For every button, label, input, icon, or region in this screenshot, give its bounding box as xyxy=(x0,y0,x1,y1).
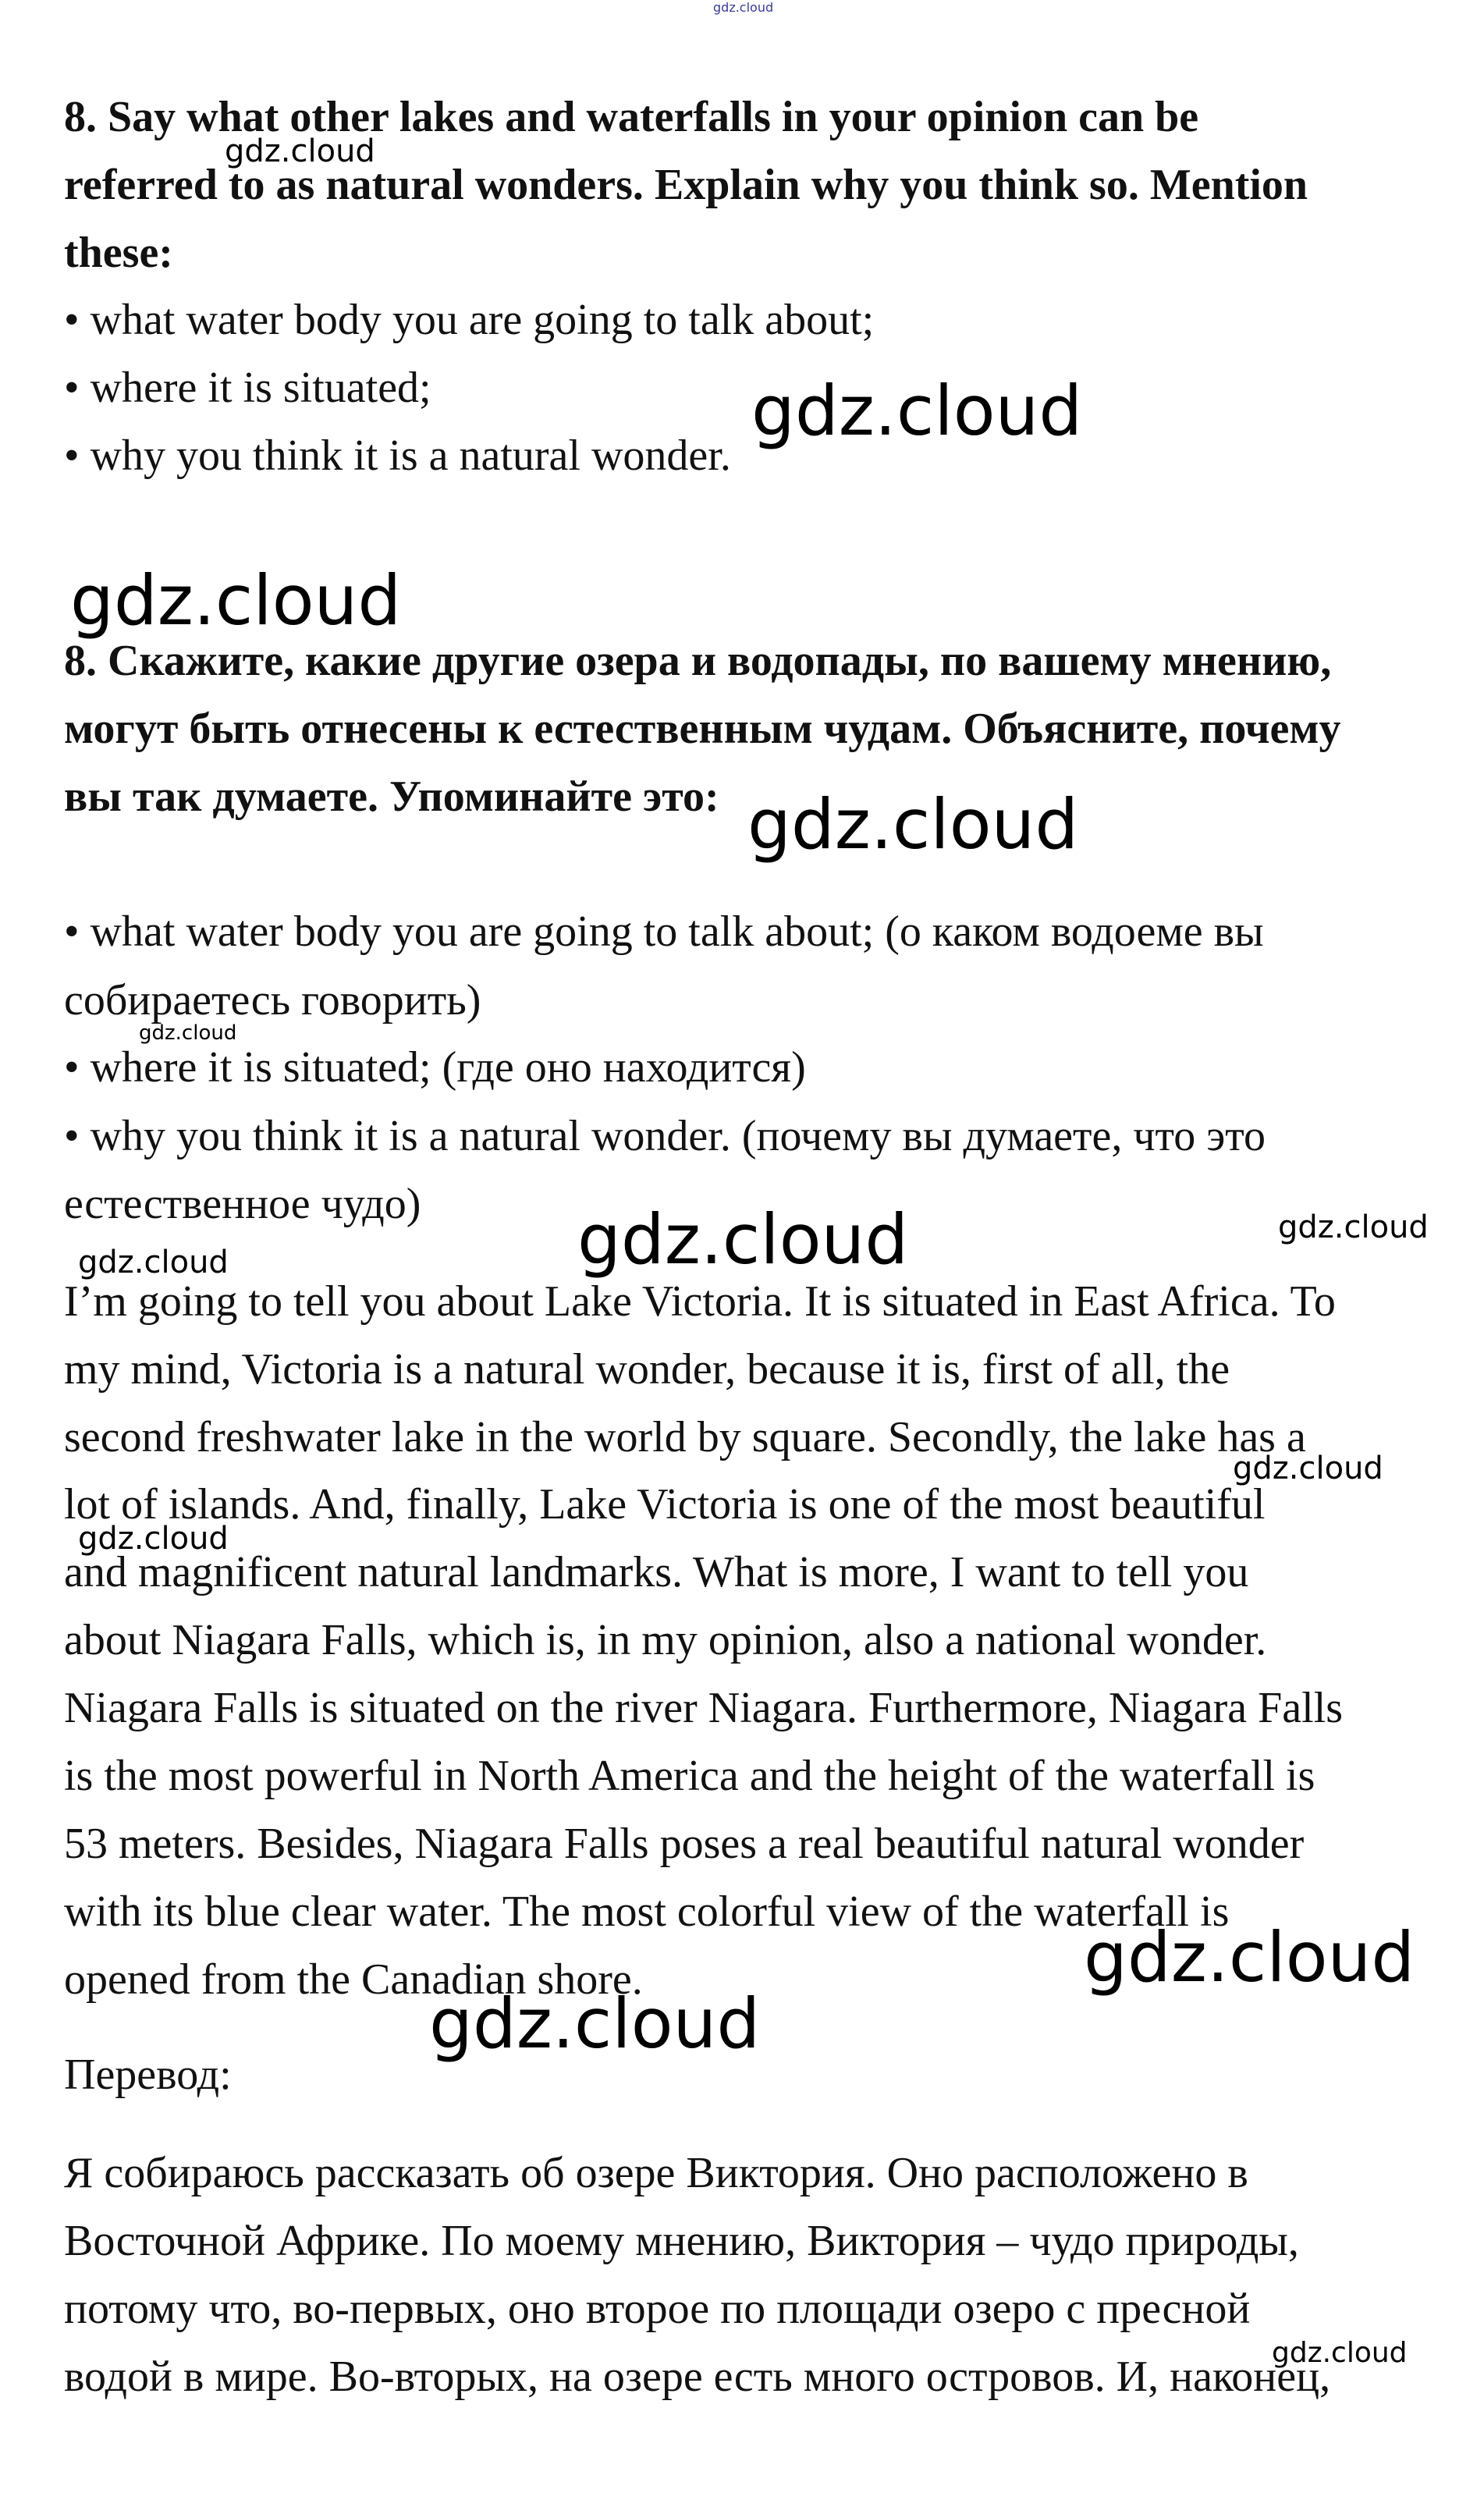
answer-line: and magnificent natural landmarks. What is more, I want to tell you xyxy=(64,1548,1249,1596)
task-ru-bullet-line: • where it is situated; (где оно находится) xyxy=(64,1043,806,1092)
watermark: gdz.cloud xyxy=(747,784,1079,865)
answer-line: second freshwater lake in the world by square. Secondly, the lake has a xyxy=(64,1413,1306,1461)
task-bullet: • what water body you are going to talk about; xyxy=(64,296,875,344)
answer-line: lot of islands. And, finally, Lake Victoria is one of the most beautiful xyxy=(64,1480,1266,1529)
answer-line: 53 meters. Besides, Niagara Falls poses a real beautiful natural wonder xyxy=(64,1820,1305,1868)
task-ru-bullet-line: естественное чудо) xyxy=(64,1180,421,1228)
translation-label: Перевод: xyxy=(64,2051,232,2099)
watermark: gdz.cloud xyxy=(1272,2337,1408,2369)
task-title-line: these: xyxy=(64,229,173,277)
task-ru-title-line: 8. Скажите, какие другие озера и водопады, по вашему мнению, xyxy=(64,637,1332,685)
task-ru-title-line: могут быть отнесены к естественным чудам. Объясните, почему xyxy=(64,705,1341,753)
answer-line: with its blue clear water. The most colorful view of the waterfall is xyxy=(64,1887,1230,1936)
answer-line: I’m going to tell you about Lake Victoria. It is situated in East Africa. To xyxy=(64,1277,1336,1326)
watermark: gdz.cloud xyxy=(713,0,774,15)
watermark: gdz.cloud xyxy=(1233,1451,1383,1486)
task-bullet: • why you think it is a natural wonder. xyxy=(64,431,731,480)
watermark: gdz.cloud xyxy=(1084,1917,1415,1998)
answer-line: my mind, Victoria is a natural wonder, because it is, first of all, the xyxy=(64,1345,1230,1394)
translation-line: Восточной Африке. По моему мнению, Виктория – чудо природы, xyxy=(64,2217,1299,2265)
answer-line: about Niagara Falls, which is, in my opinion, also a national wonder. xyxy=(64,1616,1267,1664)
task-ru-title-line: вы так думаете. Упоминайте это: xyxy=(64,772,719,821)
translation-line: водой в мире. Во-вторых, на озере есть много островов. И, наконец, xyxy=(64,2353,1331,2401)
watermark: gdz.cloud xyxy=(429,1983,761,2064)
translation-line: Я собираюсь рассказать об озере Виктория. Оно расположено в xyxy=(64,2149,1248,2197)
task-title-line: 8. Say what other lakes and waterfalls in your opinion can be xyxy=(64,93,1199,141)
watermark: gdz.cloud xyxy=(225,133,375,169)
watermark: gdz.cloud xyxy=(1278,1209,1429,1245)
translation-line: потому что, во-первых, оно второе по площади озеро с пресной xyxy=(64,2285,1251,2333)
task-ru-bullet-line: • why you think it is a natural wonder. (почему вы думаете, что это xyxy=(64,1112,1266,1160)
task-ru-bullet-line: собираетесь говорить) xyxy=(64,976,481,1025)
watermark: gdz.cloud xyxy=(577,1199,909,1280)
watermark: gdz.cloud xyxy=(751,371,1083,451)
answer-line: opened from the Canadian shore. xyxy=(64,1955,643,2004)
task-bullet: • where it is situated; xyxy=(64,364,431,412)
watermark: gdz.cloud xyxy=(78,1245,229,1280)
watermark: gdz.cloud xyxy=(139,1021,237,1045)
watermark: gdz.cloud xyxy=(78,1521,229,1557)
task-ru-bullet-line: • what water body you are going to talk about; (о каком водоеме вы xyxy=(64,907,1264,956)
answer-line: Niagara Falls is situated on the river Niagara. Furthermore, Niagara Falls xyxy=(64,1684,1344,1732)
task-title-line: referred to as natural wonders. Explain why you think so. Mention xyxy=(64,161,1308,209)
answer-line: is the most powerful in North America and the height of the waterfall is xyxy=(64,1752,1315,1800)
watermark: gdz.cloud xyxy=(70,560,402,641)
